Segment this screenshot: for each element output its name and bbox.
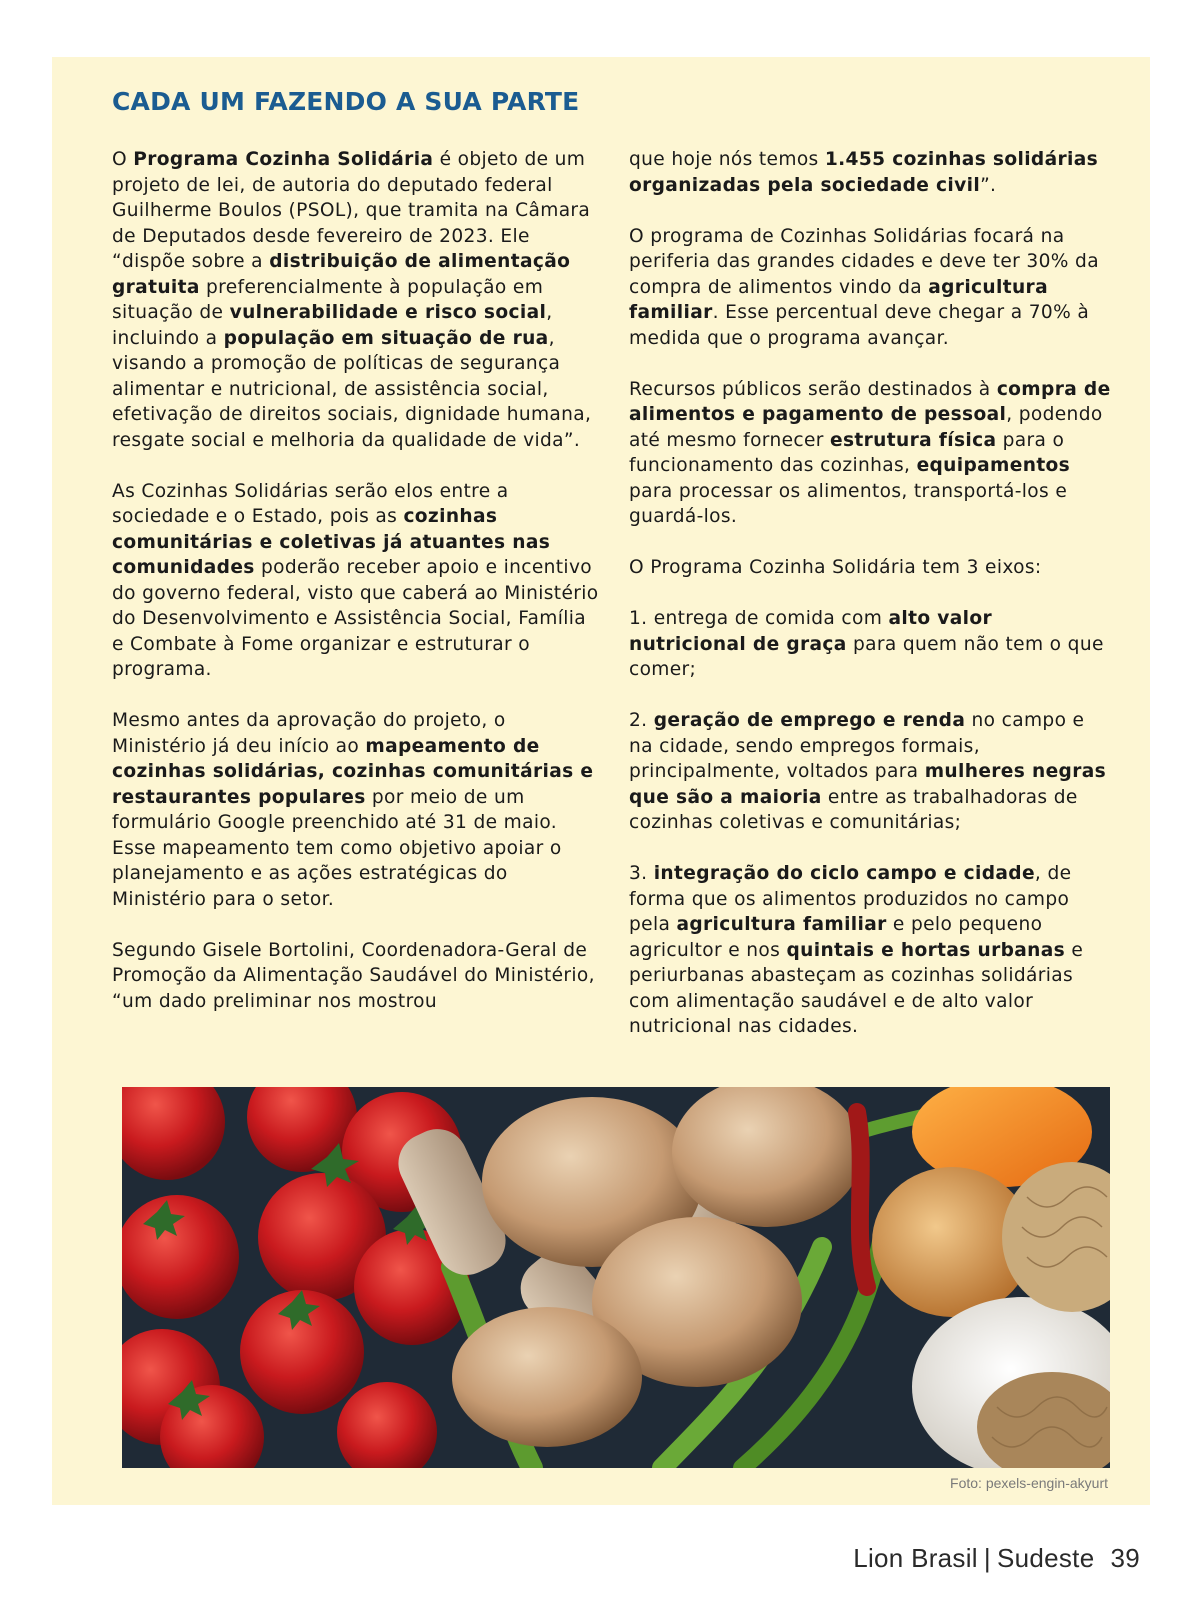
bold-text: geração de emprego e renda xyxy=(653,710,966,731)
footer-separator: | xyxy=(983,1543,991,1573)
text-run: e pelo pequeno agricultor e nos xyxy=(629,914,1043,961)
text-run: , de forma que os alimentos produzidos no campo pela xyxy=(629,863,1072,935)
text-run: O programa de Cozinhas Solidárias focará na periferia das grandes cidades e deve ter 30% da compra de alimentos vindo da xyxy=(629,225,1099,298)
paragraph xyxy=(112,708,600,912)
bold-text: agricultura familiar xyxy=(629,276,1048,323)
article-heading: CADA UM FAZENDO A SUA PARTE xyxy=(112,87,580,116)
paragraph xyxy=(629,708,1114,836)
text-run: 2. xyxy=(629,710,654,731)
text-run: por meio de um formulário Google preenchido até 31 de maio. Esse mapeamento tem como objetivo apoiar o planejamento e as ações estratégicas do Ministério para o setor. xyxy=(112,786,562,910)
text-run: e periurbanas abasteçam as cozinhas solidárias com alimentação saudável e de alto valor nutricional nas cidades. xyxy=(629,939,1084,1037)
photo-credit: Foto: pexels-engin-akyurt xyxy=(950,1475,1108,1491)
text-run: ”. xyxy=(980,174,997,196)
text-run: , podendo até mesmo fornecer xyxy=(629,404,1103,451)
text-run: O Programa Cozinha Solidária tem 3 eixos: xyxy=(629,557,1042,578)
bold-text: cozinhas comunitárias e coletivas já atuantes nas comunidades xyxy=(112,506,551,578)
bold-text: agricultura familiar xyxy=(676,914,887,935)
right-column xyxy=(629,147,1114,1065)
text-run: entre as trabalhadoras de cozinhas coletivas e comunitárias; xyxy=(629,786,1078,833)
text-run: para quem não tem o que comer; xyxy=(629,633,1104,680)
text-run: que hoje nós temos xyxy=(629,149,825,170)
text-run: é objeto de um projeto de lei, de autoria do deputado federal Guilherme Boulos (PSOL), que tramita na Câmara de Deputados desde fevereiro de 2023. Ele “dispõe sobre a xyxy=(112,149,591,272)
paragraph xyxy=(112,938,600,1015)
bold-text: quintais e hortas urbanas xyxy=(786,939,1066,961)
text-run: 3. xyxy=(629,863,654,884)
text-run: poderão receber apoio e incentivo do governo federal, visto que caberá ao Ministério do Desenvolvimento e Assistência Social, Família e Combate à Fome organizar e estruturar o programa. xyxy=(112,557,599,680)
vegetables-photo-image xyxy=(122,1087,1110,1468)
paragraph xyxy=(629,224,1114,352)
bold-text: estrutura física xyxy=(830,429,997,451)
page-footer xyxy=(853,1543,1140,1574)
bold-text: população em situação de rua xyxy=(223,327,549,349)
paragraph xyxy=(112,147,600,453)
section-name: Sudeste xyxy=(996,1543,1095,1573)
paragraph xyxy=(629,861,1114,1040)
bold-text: equipamentos xyxy=(916,455,1071,476)
text-run: Segundo Gisele Bortolini, Coordenadora-Geral de Promoção da Alimentação Saudável do Ministério, “um dado preliminar nos mostrou xyxy=(112,939,595,1012)
bold-text: alto valor nutricional de graça xyxy=(629,608,993,655)
paragraph xyxy=(112,479,600,683)
text-run: 1. entrega de comida com xyxy=(629,608,889,629)
text-run: As Cozinhas Solidárias serão elos entre a sociedade e o Estado, pois as xyxy=(112,480,509,527)
vegetables-photo xyxy=(122,1087,1110,1468)
left-column xyxy=(112,147,600,1040)
text-run: preferencialmente à população em situação de xyxy=(112,276,544,323)
text-run: . Esse percentual deve chegar a 70% à medida que o programa avançar. xyxy=(629,302,1090,349)
text-run: para processar os alimentos, transportá-los e guardá-los. xyxy=(629,480,1068,527)
paragraph xyxy=(629,555,1114,581)
text-run: , incluindo a xyxy=(112,302,553,349)
bold-text: distribuição de alimentação gratuita xyxy=(112,251,571,298)
bold-text: 1.455 cozinhas solidárias organizadas pela sociedade civil xyxy=(629,149,1099,196)
bold-text: compra de alimentos e pagamento de pessoal xyxy=(629,378,1111,425)
bold-text: mapeamento de cozinhas solidárias, cozinhas comunitárias e restaurantes populares xyxy=(112,735,594,808)
publication-name: Lion Brasil xyxy=(853,1543,978,1573)
page-number: 39 xyxy=(1110,1543,1140,1573)
text-run: , visando a promoção de políticas de segurança alimentar e nutricional, de assistência social, efetivação de direitos sociais, dignidade humana, resgate social e melhoria da qualidade de vida”. xyxy=(112,327,592,451)
bold-text: integração do ciclo campo e cidade xyxy=(653,863,1035,884)
text-run: O xyxy=(112,149,134,170)
text-run: Mesmo antes da aprovação do projeto, o Ministério já deu início ao xyxy=(112,710,506,757)
paragraph xyxy=(629,377,1114,530)
article-panel xyxy=(52,57,1150,1505)
bold-text: mulheres negras que são a maioria xyxy=(629,761,1107,808)
text-run: no campo e na cidade, sendo empregos formais, principalmente, voltados para xyxy=(629,710,1085,782)
paragraph xyxy=(629,606,1114,683)
paragraph xyxy=(629,147,1114,198)
bold-text: vulnerabilidade e risco social xyxy=(229,302,547,323)
text-run: para o funcionamento das cozinhas, xyxy=(629,429,1065,476)
bold-text: Programa Cozinha Solidária xyxy=(133,149,434,170)
text-run: Recursos públicos serão destinados à xyxy=(629,378,997,400)
